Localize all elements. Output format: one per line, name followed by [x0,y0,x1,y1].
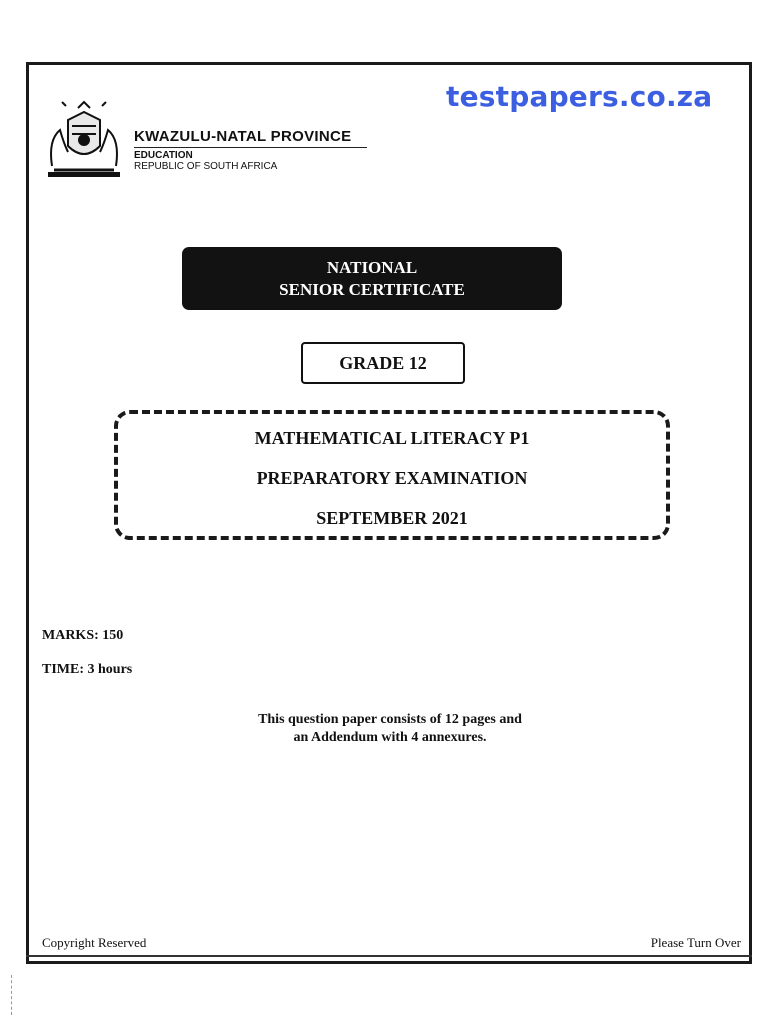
exam-title-box [114,410,670,540]
time-allowed: TIME: 3 hours [42,662,133,677]
country-name: REPUBLIC OF SOUTH AFRICA [134,161,278,172]
turn-over-notice: Please Turn Over [650,935,741,950]
province-name: KWAZULU-NATAL PROVINCE [134,128,352,145]
composition-line-1: This question paper consists of 12 pages and [258,712,522,727]
exam-type: PREPARATORY EXAMINATION [256,468,528,488]
province-header [134,128,367,172]
marks-total: MARKS: 150 [42,628,124,643]
header-rule [134,147,367,148]
coat-of-arms-icon [38,100,130,180]
paper-composition-note [200,711,580,747]
website-watermark: testpapers.co.za [446,80,713,113]
exam-subject: MATHEMATICAL LITERACY P1 [254,428,530,448]
exam-date: SEPTEMBER 2021 [316,508,468,528]
composition-line-2: an Addendum with 4 annexures. [293,730,487,745]
certificate-banner [182,247,562,310]
grade-box: GRADE 12 [301,342,465,384]
department-name: EDUCATION [134,150,193,161]
certificate-line-1: NATIONAL [326,258,418,277]
certificate-line-2: SENIOR CERTIFICATE [279,280,465,299]
scan-artifact [11,975,13,1015]
copyright-notice: Copyright Reserved [42,935,147,950]
